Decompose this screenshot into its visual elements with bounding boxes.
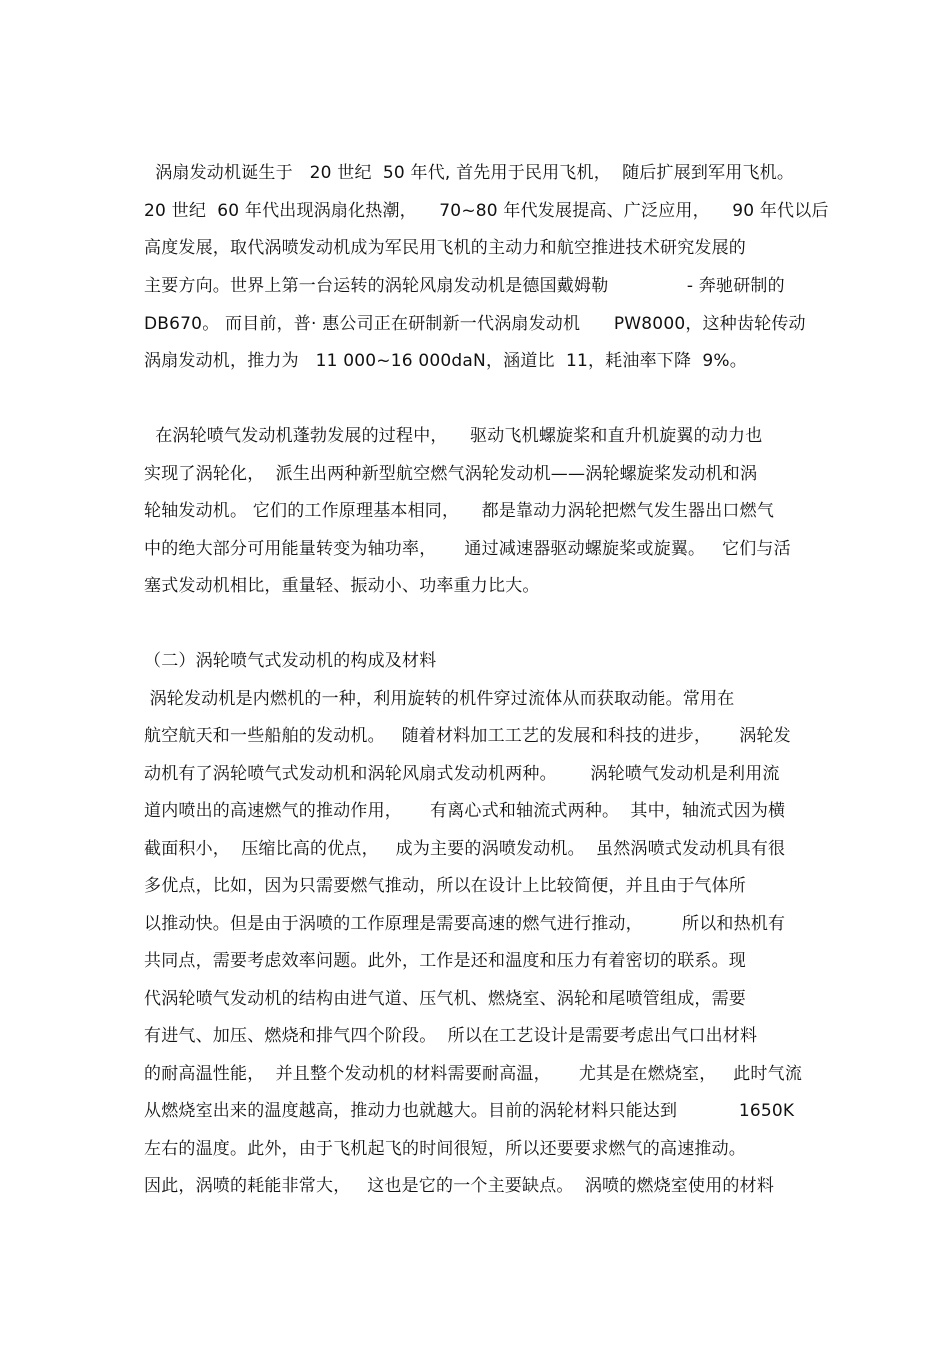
section-heading: （二）涡轮喷气式发动机的构成及材料 — [144, 651, 437, 671]
paragraph-2-line-1: 在涡轮喷气发动机蓬勃发展的过程中， 驱动飞机螺旋桨和直升机旋翼的动力也 — [144, 426, 763, 446]
paragraph-1-line-4: 主要方向。世界上第一台运转的涡轮风扇发动机是德国戴姆勒 - 奔驰研制的 — [144, 276, 785, 296]
paragraph-2-line-3: 轮轴发动机。 它们的工作原理基本相同， 都是靠动力涡轮把燃气发生器出口燃气 — [144, 501, 775, 521]
paragraph-3-line-9: 代涡轮喷气发动机的结构由进气道、压气机、燃烧室、涡轮和尾喷管组成，需要 — [144, 989, 746, 1009]
paragraph-3-line-11: 的耐高温性能， 并且整个发动机的材料需要耐高温， 尤其是在燃烧室， 此时气流 — [144, 1064, 803, 1084]
paragraph-3-line-4: 道内喷出的高速燃气的推动作用， 有离心式和轴流式两种。 其中，轴流式因为横 — [144, 801, 786, 821]
paragraph-3-line-2: 航空航天和一些船舶的发动机。 随着材料加工工艺的发展和科技的进步， 涡轮发 — [144, 726, 791, 746]
paragraph-3-line-5: 截面积小， 压缩比高的优点， 成为主要的涡喷发动机。 虽然涡喷式发动机具有很 — [144, 839, 786, 859]
paragraph-3-line-12: 从燃烧室出来的温度越高，推动力也就越大。目前的涡轮材料只能达到 1650K — [144, 1101, 795, 1121]
paragraph-2-line-5: 塞式发动机相比，重量轻、振动小、功率重力比大。 — [144, 576, 540, 596]
paragraph-3-line-1: 涡轮发动机是内燃机的一种，利用旋转的机件穿过流体从而获取动能。常用在 — [144, 689, 735, 709]
paragraph-3-line-7: 以推动快。但是由于涡喷的工作原理是需要高速的燃气进行推动， 所以和热机有 — [144, 914, 786, 934]
paragraph-2-line-2: 实现了涡轮化， 派生出两种新型航空燃气涡轮发动机——涡轮螺旋桨发动机和涡 — [144, 464, 758, 484]
paragraph-3-line-3: 动机有了涡轮喷气式发动机和涡轮风扇式发动机两种。 涡轮喷气发动机是利用流 — [144, 764, 780, 784]
paragraph-3-line-8: 共同点，需要考虑效率问题。此外，工作是还和温度和压力有着密切的联系。现 — [144, 951, 746, 971]
paragraph-3-line-10: 有进气、加压、燃烧和排气四个阶段。 所以在工艺设计是需要考虑出气口出材料 — [144, 1026, 758, 1046]
paragraph-1-line-5: DB670。 而目前，普· 惠公司正在研制新一代涡扇发动机 PW8000，这种齿轮传动 — [144, 314, 806, 334]
paragraph-1-line-3: 高度发展，取代涡喷发动机成为军民用飞机的主动力和航空推进技术研究发展的 — [144, 238, 746, 258]
paragraph-3-line-6: 多优点，比如，因为只需要燃气推动，所以在设计上比较简便，并且由于气体所 — [144, 876, 746, 896]
paragraph-1-line-2: 20 世纪 60 年代出现涡扇化热潮， 70~80 年代发展提高、广泛应用， 90 年代以后 — [144, 201, 829, 221]
paragraph-3-line-14: 因此，涡喷的耗能非常大， 这也是它的一个主要缺点。 涡喷的燃烧室使用的材料 — [144, 1176, 775, 1196]
paragraph-2-line-4: 中的绝大部分可用能量转变为轴功率， 通过减速器驱动螺旋桨或旋翼。 它们与活 — [144, 539, 791, 559]
paragraph-3-line-13: 左右的温度。此外，由于飞机起飞的时间很短，所以还要要求燃气的高速推动。 — [144, 1139, 746, 1159]
paragraph-1-line-1: 涡扇发动机诞生于 20 世纪 50 年代, 首先用于民用飞机， 随后扩展到军用飞机。 — [144, 163, 795, 183]
paragraph-1-line-6: 涡扇发动机，推力为 11 000~16 000daN，涵道比 11，耗油率下降 9%。 — [144, 351, 747, 371]
